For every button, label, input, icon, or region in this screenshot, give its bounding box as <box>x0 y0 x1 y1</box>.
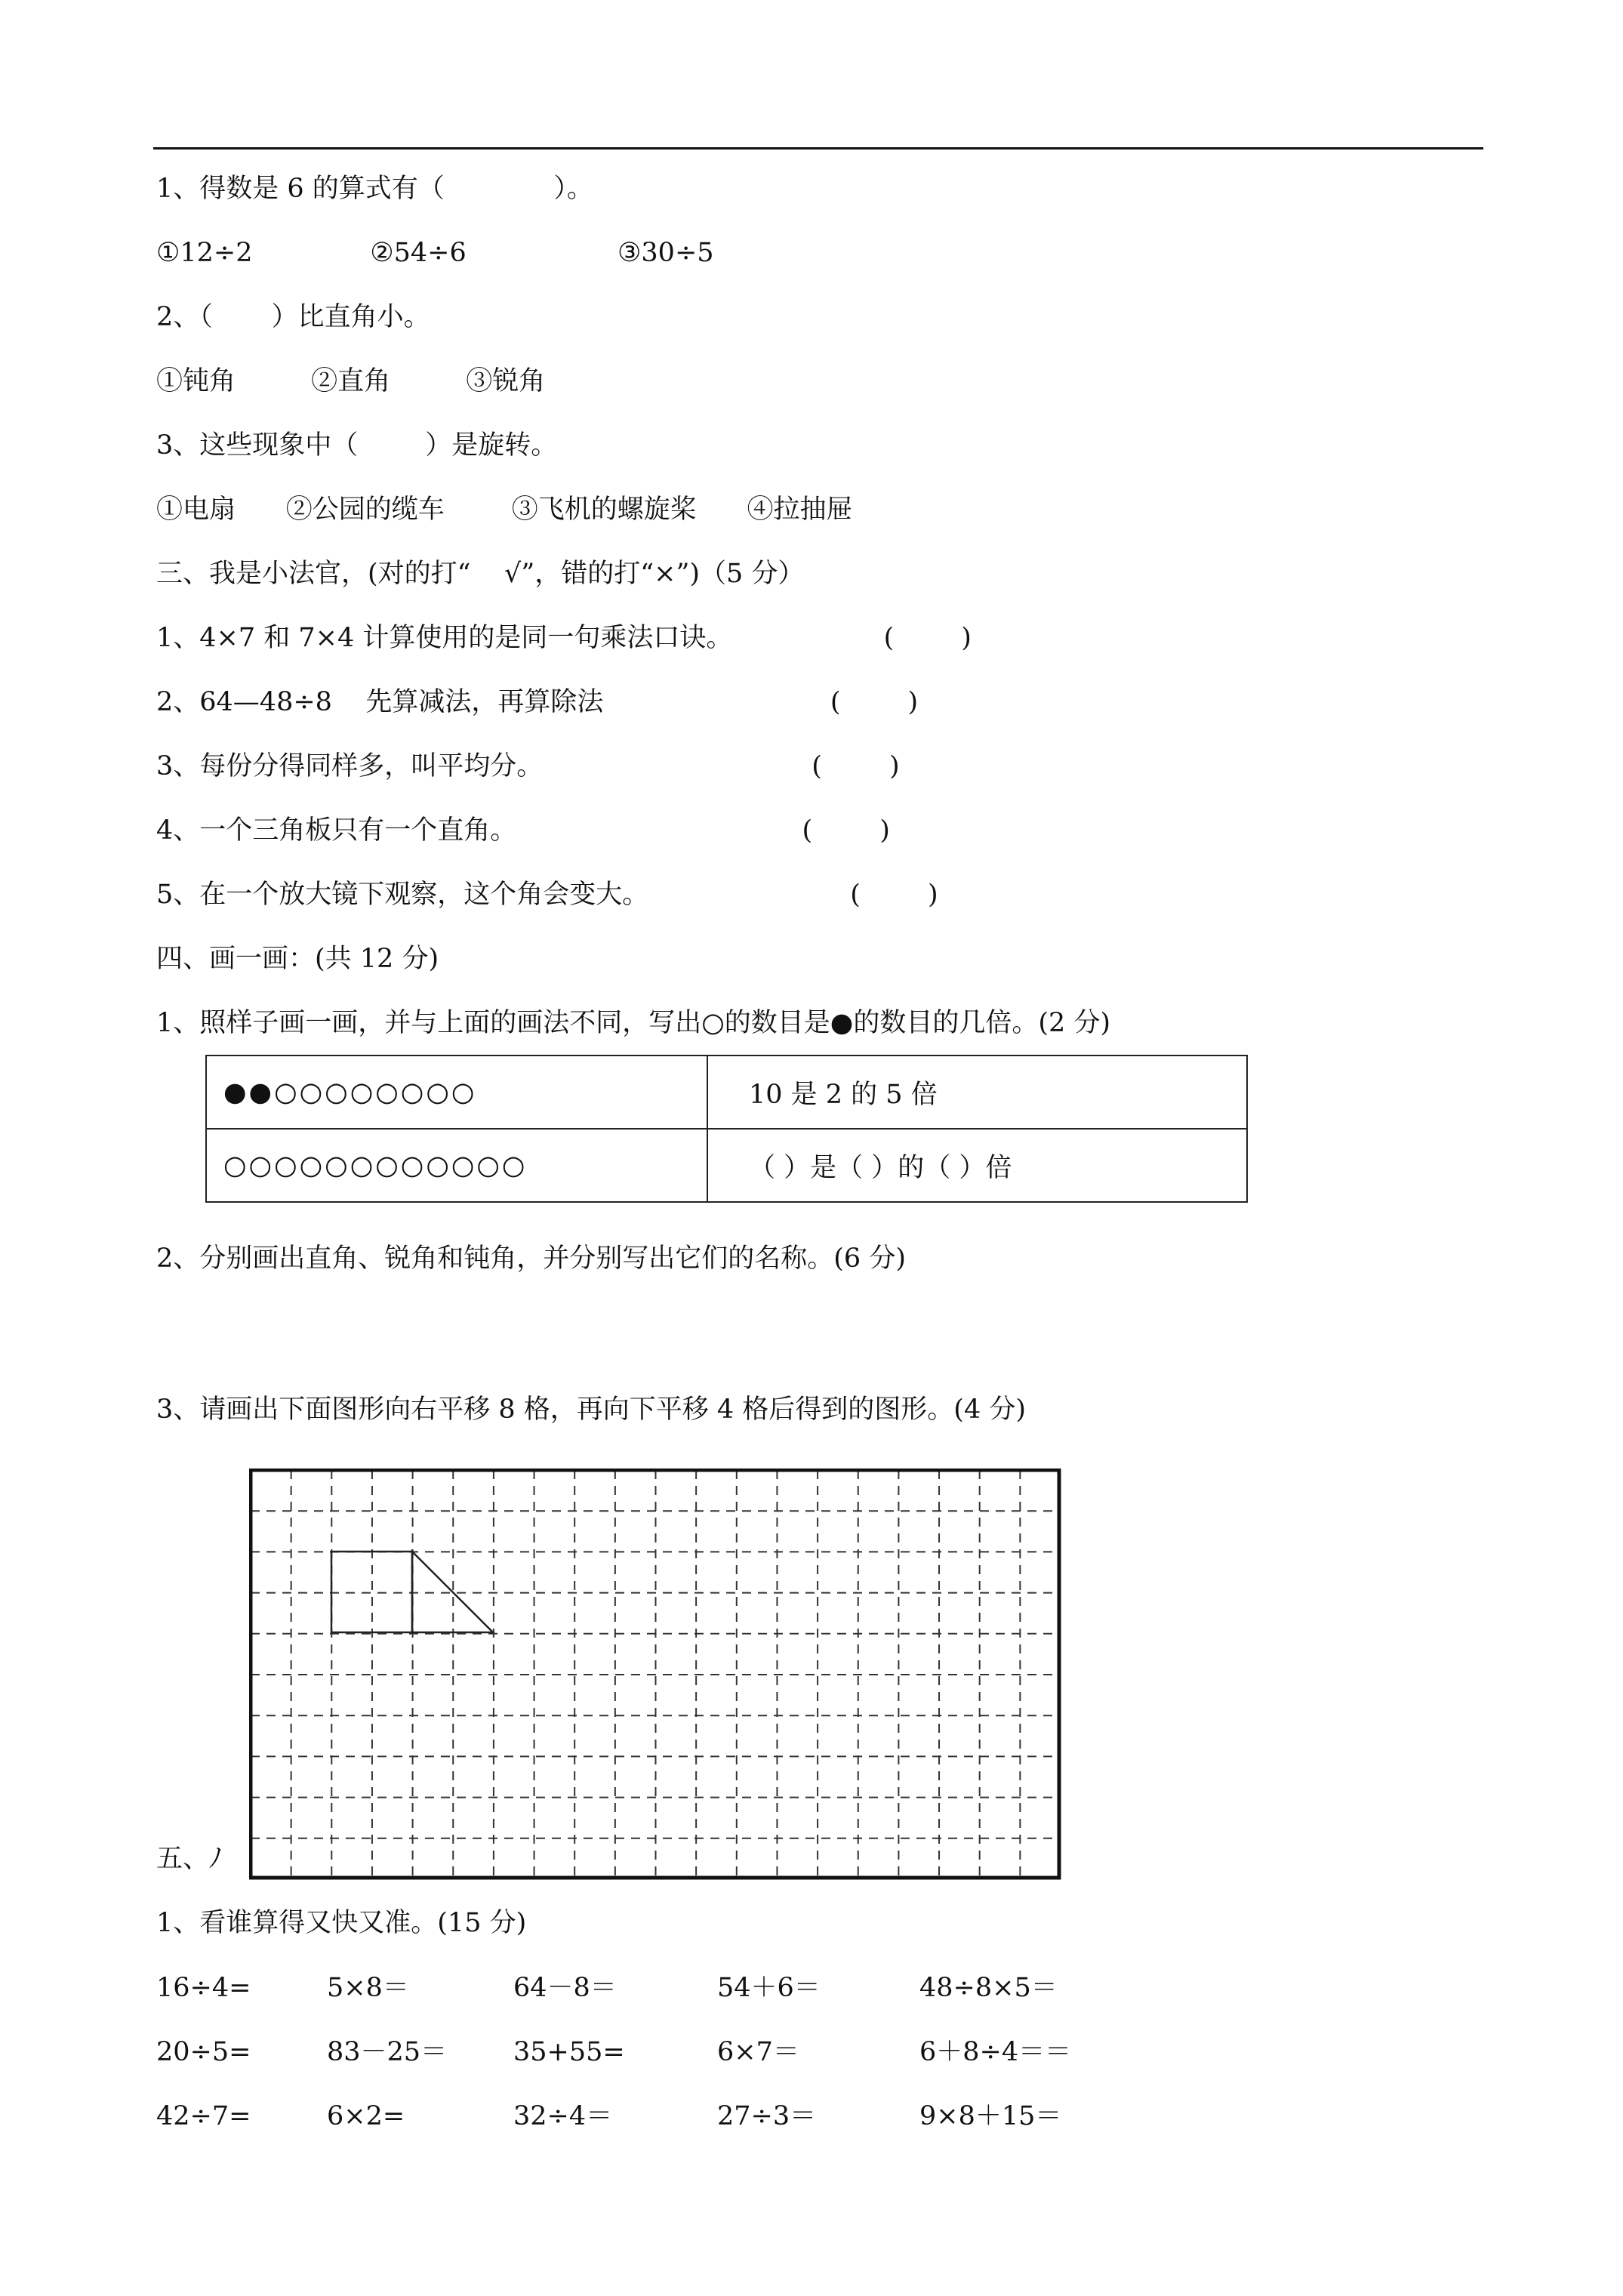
calc-expression: 6＋8÷4＝＝ <box>919 2037 1072 2067</box>
q4-2-text: 2、分别画出直角、锐角和钝角，并分别写出它们的名称。(6 分) <box>156 1244 906 1274</box>
calc-expression: 83－25＝ <box>327 2037 448 2067</box>
calc-expression: 20÷5= <box>156 2037 251 2067</box>
q2-3-options-text: ①电扇 ②公园的缆车 ③飞机的螺旋桨 ④拉抽屉 <box>156 495 853 525</box>
q2-1-text: 1、得数是 6 的算式有（ ）。 <box>156 174 593 204</box>
q3-5-text: 5、在一个放大镜下观察，这个角会变大。 ( ) <box>156 880 938 910</box>
calc-expression: 42÷7= <box>156 2101 251 2131</box>
q4-3-text: 3、请画出下面图形向右平移 8 格，再向下平移 4 格后得到的图形。(4 分) <box>156 1395 1027 1425</box>
q3-2-text: 2、64—48÷8 先算减法，再算除法 ( ) <box>156 687 919 717</box>
times-statement: 10 是 2 的 5 倍 <box>707 1056 1247 1129</box>
q2-2-options-text: ①钝角 ②直角 ③锐角 <box>156 366 546 396</box>
q2-3-text: 3、这些现象中（ ）是旋转。 <box>156 430 558 461</box>
calc-expression: 5×8＝ <box>327 1973 409 2003</box>
calc-expression: 32÷4＝ <box>513 2101 613 2131</box>
q2-1-options-text: ①12÷2 ②54÷6 ③30÷5 <box>156 238 714 268</box>
calc-expression: 27÷3＝ <box>717 2101 817 2131</box>
q2-2-text: 2、（ ）比直角小。 <box>156 302 430 332</box>
circle-pattern: ○○○○○○○○○○○○ <box>206 1129 707 1202</box>
circle-times-table <box>205 1055 1248 1203</box>
translation-grid <box>249 1469 1062 1881</box>
calc-expression: 6×2= <box>327 2101 405 2131</box>
table-row <box>206 1056 1247 1129</box>
calc-expression: 16÷4= <box>156 1973 251 2003</box>
times-statement: （ ）是（ ）的（ ）倍 <box>707 1129 1247 1202</box>
q3-3-text: 3、每份分得同样多，叫平均分。 ( ) <box>156 751 900 781</box>
circle-pattern: ●●○○○○○○○○ <box>206 1056 707 1129</box>
calc-expression: 64－8＝ <box>513 1973 617 2003</box>
q5-1-text: 1、看谁算得又快又准。(15 分) <box>156 1908 527 1938</box>
q3-1-text: 1、4×7 和 7×4 计算使用的是同一句乘法口诀。 ( ) <box>156 623 972 653</box>
calc-expression: 54＋6＝ <box>717 1973 821 2003</box>
top-rule <box>153 147 1483 149</box>
calc-expression: 9×8＋15＝ <box>919 2101 1062 2131</box>
sec4-heading-text: 四、画一画：(共 12 分) <box>156 944 439 974</box>
table-row <box>206 1129 1247 1202</box>
calc-expression: 48÷8×5＝ <box>919 1973 1058 2003</box>
calc-expression: 35+55= <box>513 2037 625 2067</box>
sec5-heading-text: 五、ﾉ <box>156 1844 223 1874</box>
sec3-heading-text: 三、我是小法官，(对的打“ √”，错的打“×”)（5 分） <box>156 559 805 589</box>
q4-1-text: 1、照样子画一画，并与上面的画法不同，写出○的数目是●的数目的几倍。(2 分) <box>156 1008 1111 1038</box>
q3-4-text: 4、一个三角板只有一个直角。 ( ) <box>156 815 890 846</box>
calc-expression: 6×7＝ <box>717 2037 799 2067</box>
